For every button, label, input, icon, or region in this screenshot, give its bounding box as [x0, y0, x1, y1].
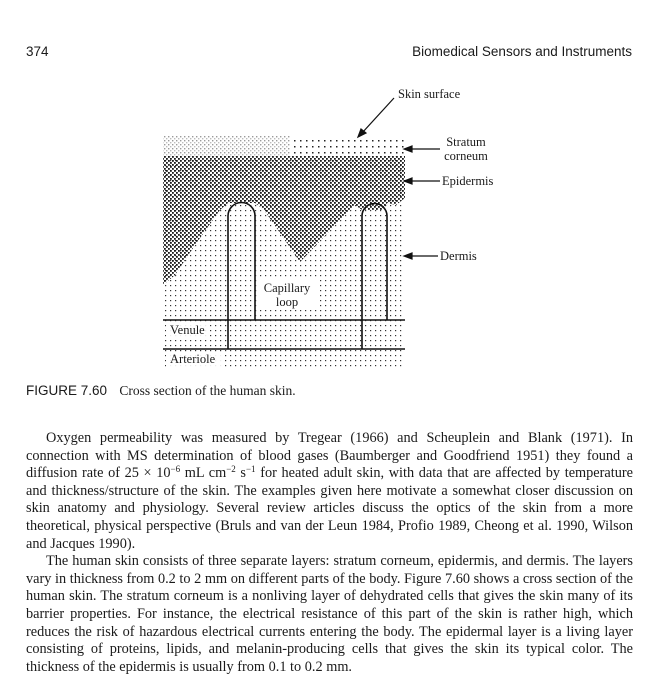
skin-surface-pointer	[362, 98, 394, 133]
skin-surface-label: Skin surface	[398, 87, 461, 101]
skin-diagram	[0, 80, 670, 380]
running-head	[0, 44, 670, 62]
paragraph-2	[26, 553, 633, 676]
text-run: Oxygen permeability was measured by Tregear (1966) and Scheuplein and Blank (1971). In connection with MS determination of blood gases (Baumberger and Goodfriend 1951) they found a diffusion rate of 25 × 10	[26, 430, 633, 482]
skin-cross-section-figure	[0, 80, 670, 380]
page-number: 374	[26, 44, 49, 59]
text-run: The human skin consists of three separate layers: stratum corneum, epidermis, and dermis. The layers vary in thickness from 0.2 to 2 mm on different parts of the body. Figure 7.60 shows a cross section of the human skin. The stratum corneum is a nonliving layer of dehydrated cells that gives the skin many of its barrier properties. For instance, the electrical resistance of this part of the skin is rather high, which reduces the risk of hazardous electrical currents entering the body. The epidermal layer is a living layer consisting of proteins, lipids, and melanin-producing cells that gives the skin its typical color. The thickness of the epidermis is usually from 0.1 to 0.2 mm.	[26, 553, 633, 675]
stratum-corneum-label-line1: Stratum	[446, 135, 486, 149]
text-run: for heated adult skin, with data that are affected by temperature and thickness/structure of the skin. The examples given here motivate a somewhat closer discussion on skin anatomy and physiology. Several review articles discuss the optics of the skin from a more theoretical, physical perspective (Bruls and van der Leun 1984, Profio 1989, Cheong et al. 1990, Wilson and Jacques 1990).	[26, 465, 633, 552]
venule-label: Venule	[170, 323, 205, 337]
stratum-corneum-label-line2: corneum	[444, 149, 488, 163]
arteriole-label: Arteriole	[170, 352, 216, 366]
epidermis-label: Epidermis	[442, 174, 494, 188]
capillary-loop-label	[259, 281, 315, 309]
superscript: −2	[226, 464, 236, 475]
figure-number: FIGURE 7.60	[26, 383, 108, 398]
capillary-loop-label-line1: Capillary	[263, 281, 311, 295]
body-text	[26, 430, 633, 676]
stratum-corneum-label	[441, 135, 491, 163]
stratum-corneum-layer	[163, 136, 290, 156]
superscript: −1	[245, 464, 256, 475]
figure-caption	[26, 383, 296, 399]
figure-caption-text: Cross section of the human skin.	[119, 383, 296, 398]
book-title: Biomedical Sensors and Instruments	[412, 44, 632, 59]
paragraph-1	[26, 430, 633, 553]
capillary-loop-label-line2: loop	[275, 295, 299, 309]
text-run: mL cm	[180, 465, 227, 482]
stratum-corneum-layer-right	[290, 136, 405, 156]
superscript: −6	[170, 464, 181, 475]
dermis-label: Dermis	[440, 249, 477, 263]
text-run: s	[235, 465, 246, 482]
